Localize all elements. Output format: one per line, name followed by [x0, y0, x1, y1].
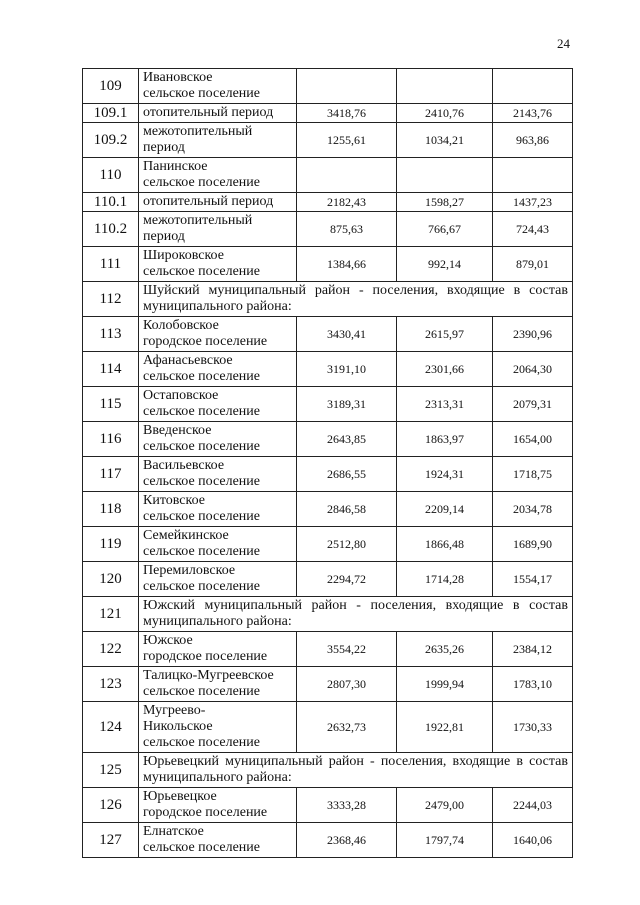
value-cell-2: 1924,31 [397, 457, 493, 492]
settlement-name-line: сельское поселение [143, 439, 260, 454]
row-number: 113 [83, 317, 139, 352]
table-row [83, 193, 573, 212]
table-row [83, 457, 573, 492]
table-row [83, 788, 573, 823]
settlement-name-line: сельское поселение [143, 474, 260, 489]
value-cell-3: 2034,78 [493, 492, 573, 527]
settlement-name-line: Юрьевецкое [143, 789, 217, 804]
value-cell-2: 2410,76 [397, 104, 493, 123]
row-number: 118 [83, 492, 139, 527]
value-cell-2 [397, 158, 493, 193]
value-cell-1: 2643,85 [297, 422, 397, 457]
value-cell-2: 1034,21 [397, 123, 493, 158]
value-cell-1: 2182,43 [297, 193, 397, 212]
table-row [83, 282, 573, 317]
settlement-name [139, 492, 297, 527]
district-heading: Юрьевецкий муниципальный район - поселения, входящие в состав муниципального района: [139, 753, 573, 788]
settlement-name-line: Широковское [143, 248, 224, 263]
settlement-name-line: сельское поселение [143, 175, 260, 190]
table-row [83, 667, 573, 702]
value-cell-2: 2635,26 [397, 632, 493, 667]
row-number: 123 [83, 667, 139, 702]
district-heading: Шуйский муниципальный район - поселения, входящие в состав муниципального района: [139, 282, 573, 317]
settlement-name-line: межотопительный [143, 213, 253, 228]
settlement-name-line: сельское поселение [143, 86, 260, 101]
settlement-name [139, 352, 297, 387]
settlement-name-line: отопительный период [143, 194, 274, 209]
table-row [83, 492, 573, 527]
value-cell-2: 2301,66 [397, 352, 493, 387]
table-row [83, 562, 573, 597]
settlement-name-line: Мугреево- [143, 703, 206, 718]
value-cell-3: 1654,00 [493, 422, 573, 457]
row-number: 109 [83, 69, 139, 104]
value-cell-3: 1554,17 [493, 562, 573, 597]
value-cell-3: 1718,75 [493, 457, 573, 492]
value-cell-1: 3430,41 [297, 317, 397, 352]
settlement-name-line: сельское поселение [143, 369, 260, 384]
settlement-name [139, 317, 297, 352]
value-cell-1: 1384,66 [297, 247, 397, 282]
settlement-name [139, 212, 297, 247]
value-cell-2: 2209,14 [397, 492, 493, 527]
value-cell-2: 1797,74 [397, 823, 493, 858]
row-number: 127 [83, 823, 139, 858]
settlement-name-line: сельское поселение [143, 579, 260, 594]
value-cell-1 [297, 69, 397, 104]
value-cell-3: 2064,30 [493, 352, 573, 387]
settlement-name-line: Китовское [143, 493, 205, 508]
settlement-name [139, 457, 297, 492]
row-number: 122 [83, 632, 139, 667]
table-row [83, 69, 573, 104]
settlement-name-line: Афанасьевское [143, 353, 233, 368]
row-number: 117 [83, 457, 139, 492]
value-cell-2: 1999,94 [397, 667, 493, 702]
row-number: 120 [83, 562, 139, 597]
value-cell-1: 2632,73 [297, 702, 397, 753]
settlement-name-line: период [143, 140, 185, 155]
settlement-name-line: Семейкинское [143, 528, 229, 543]
settlement-name-line: городское поселение [143, 334, 268, 349]
row-number: 121 [83, 597, 139, 632]
value-cell-3: 1689,90 [493, 527, 573, 562]
table-row [83, 247, 573, 282]
value-cell-3: 1437,23 [493, 193, 573, 212]
settlement-name-line: отопительный период [143, 105, 274, 120]
settlement-name-line: Талицко-Мугреевское [143, 668, 274, 683]
table-row [83, 104, 573, 123]
value-cell-3: 1640,06 [493, 823, 573, 858]
table-row [83, 352, 573, 387]
value-cell-1: 3554,22 [297, 632, 397, 667]
value-cell-1: 2846,58 [297, 492, 397, 527]
value-cell-3: 724,43 [493, 212, 573, 247]
value-cell-2: 2479,00 [397, 788, 493, 823]
row-number: 119 [83, 527, 139, 562]
settlement-name-line: сельское поселение [143, 404, 260, 419]
table-row [83, 753, 573, 788]
settlement-name-line: сельское поселение [143, 684, 260, 699]
settlement-name-line: период [143, 229, 185, 244]
settlement-name [139, 422, 297, 457]
settlement-name-line: Васильевское [143, 458, 225, 473]
settlement-name-line: Никольское [143, 719, 213, 734]
table-row [83, 212, 573, 247]
rates-table-body [83, 69, 573, 858]
settlement-name [139, 527, 297, 562]
value-cell-2: 1863,97 [397, 422, 493, 457]
value-cell-2: 1714,28 [397, 562, 493, 597]
value-cell-3: 879,01 [493, 247, 573, 282]
value-cell-2: 1922,81 [397, 702, 493, 753]
table-row [83, 123, 573, 158]
row-number: 109.1 [83, 104, 139, 123]
settlement-name-line: городское поселение [143, 805, 268, 820]
settlement-name-line: сельское поселение [143, 544, 260, 559]
table-row [83, 527, 573, 562]
settlement-name [139, 193, 297, 212]
settlement-name-line: сельское поселение [143, 264, 260, 279]
settlement-name-line: Елнатское [143, 824, 204, 839]
table-row [83, 702, 573, 753]
table-row [83, 317, 573, 352]
row-number: 125 [83, 753, 139, 788]
value-cell-3: 2143,76 [493, 104, 573, 123]
row-number: 126 [83, 788, 139, 823]
value-cell-3: 2390,96 [493, 317, 573, 352]
settlement-name-line: Остаповское [143, 388, 219, 403]
settlement-name [139, 823, 297, 858]
value-cell-2: 2313,31 [397, 387, 493, 422]
settlement-name [139, 69, 297, 104]
row-number: 110.2 [83, 212, 139, 247]
value-cell-1: 1255,61 [297, 123, 397, 158]
settlement-name-line: Южское [143, 633, 193, 648]
settlement-name-line: межотопительный [143, 124, 253, 139]
settlement-name [139, 387, 297, 422]
table-row [83, 597, 573, 632]
settlement-name [139, 562, 297, 597]
value-cell-1: 3191,10 [297, 352, 397, 387]
value-cell-1: 3418,76 [297, 104, 397, 123]
value-cell-1: 3189,31 [297, 387, 397, 422]
value-cell-3: 2079,31 [493, 387, 573, 422]
page-number: 24 [557, 36, 570, 51]
settlement-name [139, 702, 297, 753]
row-number: 115 [83, 387, 139, 422]
row-number: 111 [83, 247, 139, 282]
value-cell-1: 2686,55 [297, 457, 397, 492]
settlement-name [139, 667, 297, 702]
settlement-name [139, 104, 297, 123]
row-number: 116 [83, 422, 139, 457]
row-number: 114 [83, 352, 139, 387]
table-row [83, 387, 573, 422]
value-cell-3: 963,86 [493, 123, 573, 158]
value-cell-3: 2384,12 [493, 632, 573, 667]
value-cell-2: 1598,27 [397, 193, 493, 212]
row-number: 110.1 [83, 193, 139, 212]
settlement-name [139, 158, 297, 193]
value-cell-2: 992,14 [397, 247, 493, 282]
table-row [83, 632, 573, 667]
settlement-name-line: сельское поселение [143, 735, 260, 750]
settlement-name-line: Перемиловское [143, 563, 236, 578]
district-heading: Южский муниципальный район - поселения, входящие в состав муниципального района: [139, 597, 573, 632]
value-cell-3: 1730,33 [493, 702, 573, 753]
settlement-name [139, 123, 297, 158]
row-number: 110 [83, 158, 139, 193]
value-cell-1 [297, 158, 397, 193]
settlement-name-line: Ивановское [143, 70, 213, 85]
row-number: 109.2 [83, 123, 139, 158]
value-cell-3 [493, 158, 573, 193]
table-row [83, 422, 573, 457]
settlement-name [139, 788, 297, 823]
value-cell-3 [493, 69, 573, 104]
settlement-name-line: Панинское [143, 159, 208, 174]
value-cell-1: 2368,46 [297, 823, 397, 858]
settlement-name-line: Колобовское [143, 318, 219, 333]
row-number: 112 [83, 282, 139, 317]
value-cell-1: 875,63 [297, 212, 397, 247]
value-cell-1: 2512,80 [297, 527, 397, 562]
value-cell-2: 766,67 [397, 212, 493, 247]
settlement-name-line: сельское поселение [143, 840, 260, 855]
value-cell-1: 2807,30 [297, 667, 397, 702]
value-cell-2: 1866,48 [397, 527, 493, 562]
value-cell-2: 2615,97 [397, 317, 493, 352]
row-number: 124 [83, 702, 139, 753]
settlement-name [139, 247, 297, 282]
settlement-name-line: городское поселение [143, 649, 268, 664]
value-cell-1: 2294,72 [297, 562, 397, 597]
table-row [83, 823, 573, 858]
settlement-name-line: Введенское [143, 423, 212, 438]
value-cell-2 [397, 69, 493, 104]
value-cell-3: 1783,10 [493, 667, 573, 702]
settlement-name-line: сельское поселение [143, 509, 260, 524]
settlement-name [139, 632, 297, 667]
table-row [83, 158, 573, 193]
value-cell-1: 3333,28 [297, 788, 397, 823]
value-cell-3: 2244,03 [493, 788, 573, 823]
rates-table [82, 68, 573, 858]
